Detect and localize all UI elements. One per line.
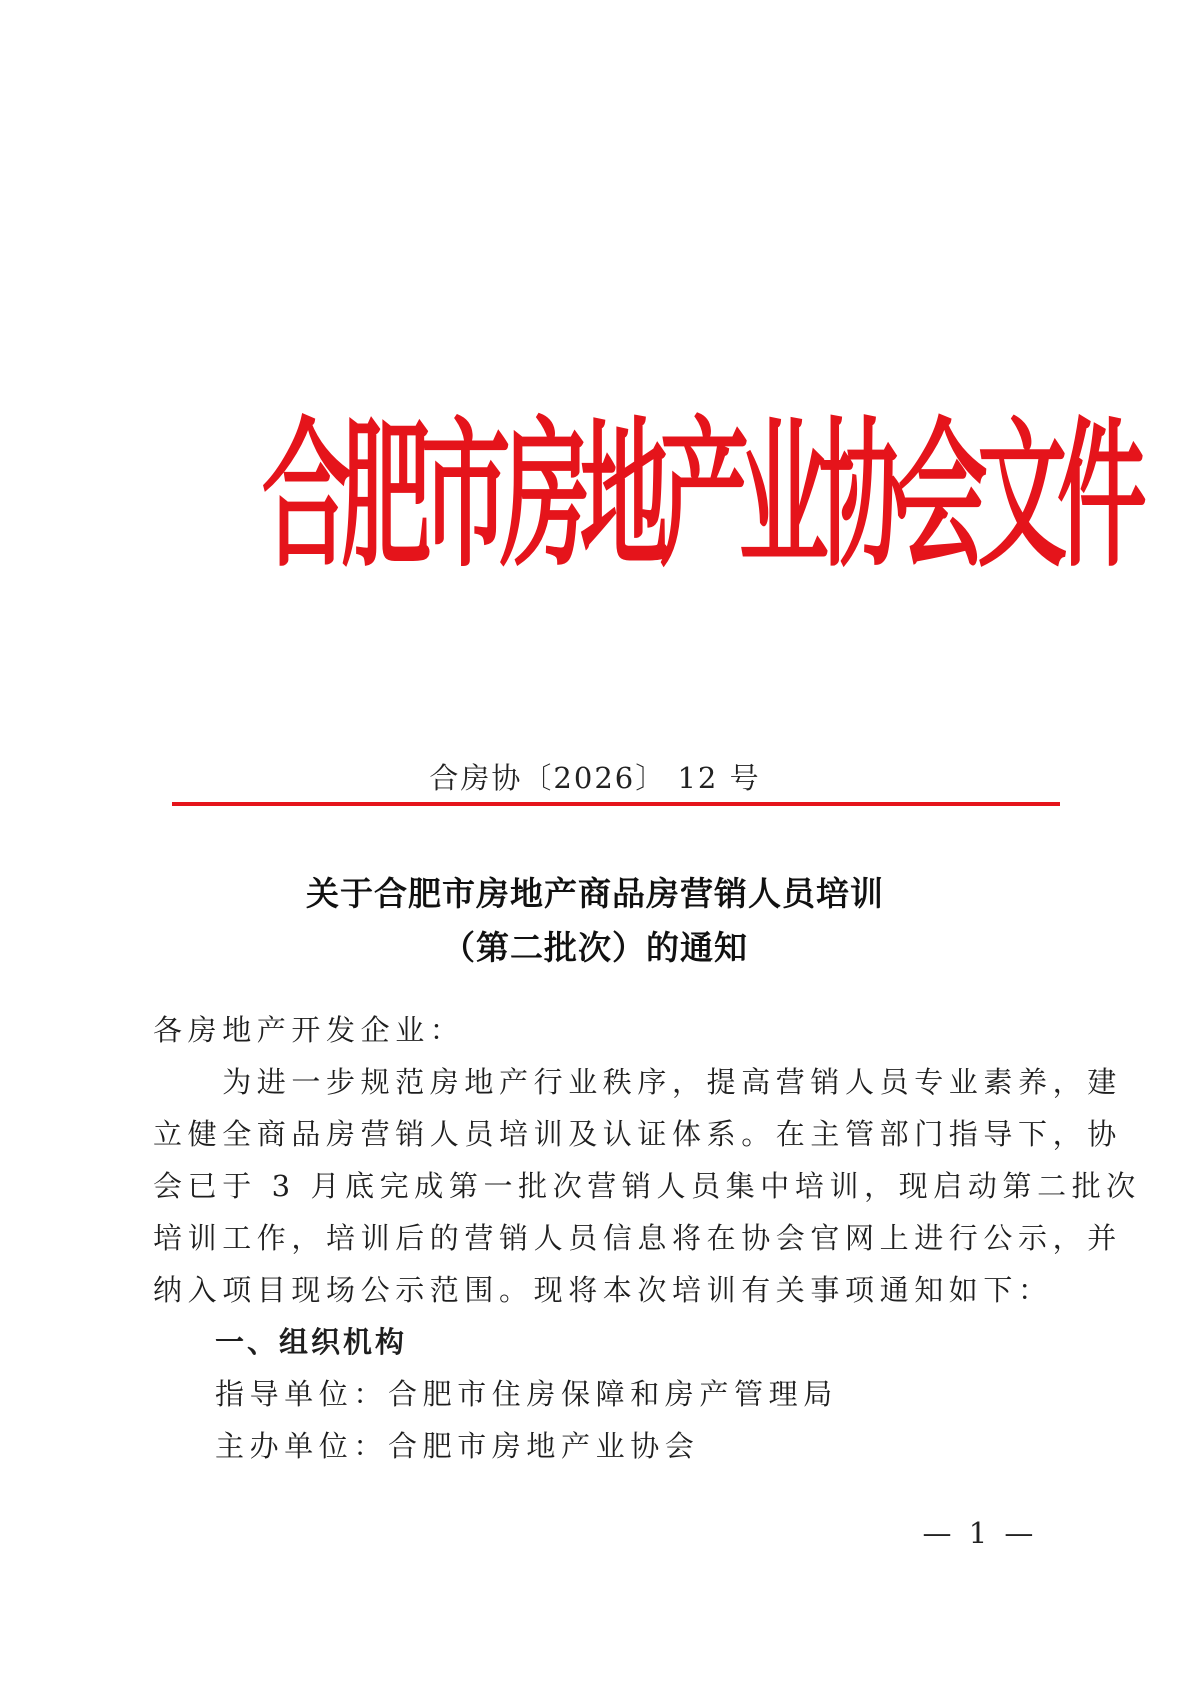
salutation: 各房地产开发企业： xyxy=(153,1013,465,1047)
host-unit: 主办单位：合肥市房地产业协会 xyxy=(215,1429,700,1463)
notice-title-line-2: （第二批次）的通知 xyxy=(442,928,748,967)
guiding-unit: 指导单位：合肥市住房保障和房产管理局 xyxy=(215,1377,838,1411)
document-masthead: 合肥市房地产业协会文件 xyxy=(261,401,1137,589)
red-divider-line xyxy=(172,802,1060,806)
paragraph-line: 立健全商品房营销人员培训及认证体系。在主管部门指导下，协 xyxy=(153,1117,1122,1151)
notice-title-line-1: 关于合肥市房地产商品房营销人员培训 xyxy=(306,874,884,913)
page-number: — 1 — xyxy=(922,1516,1038,1550)
paragraph-line: 为进一步规范房地产行业秩序，提高营销人员专业素养，建 xyxy=(153,1065,1122,1099)
paragraph-line: 培训工作，培训后的营销人员信息将在协会官网上进行公示，并 xyxy=(153,1221,1122,1255)
document-number: 合房协〔2026〕 12 号 xyxy=(429,761,761,795)
paragraph-line: 会已于 3 月底完成第一批次营销人员集中培训，现启动第二批次 xyxy=(153,1169,1141,1203)
section-heading-organization: 一、组织机构 xyxy=(215,1325,408,1359)
paragraph-line: 纳入项目现场公示范围。现将本次培训有关事项通知如下： xyxy=(153,1273,1053,1307)
